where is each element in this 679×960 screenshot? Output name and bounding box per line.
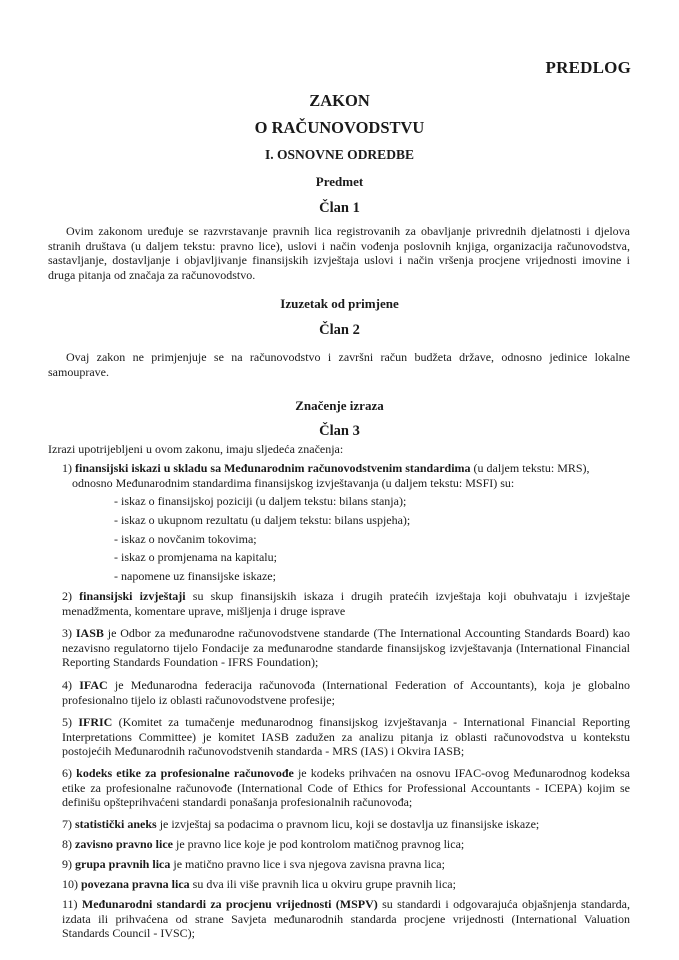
item-number: 5) [62,715,72,729]
draft-stamp: PREDLOG [545,58,631,77]
section-heading: Predmet [315,174,364,189]
defined-term: finansijski iskazi u skladu sa Međunarodnim računovodstvenim standardima [75,461,471,475]
item-text: je Odbor za međunarodne računovodstvene standarde (The International Accounting Standards Board) kao nezavisno regulatorno tijelo Fondacije za međunarodne standarde finansijskog izvještavanja (International Financial Reporting Standards Foundation - IFRS Foundation); [62,626,630,669]
law-subject: O RAČUNOVODSTVU [254,118,425,137]
item-number: 2) [62,589,72,603]
item-number: 6) [62,766,72,780]
definition-item [62,626,630,670]
item-text: je Međunarodna federacija računovođa (International Federation of Accountants), koja je globalno profesionalno tijelo iz oblasti računovodstvene profesije; [62,678,630,707]
item-text: (Komitet za tumačenje međunarodnog finansijskog izvještavanja - International Financial Reporting Interpretations Committee) je komitet IASB zadužen za analizu pitanja iz oblasti računovodstva u kontekstu postojećih Međunarodnih računovodstvenih standarda - MRS (IAS) i Okvira IASB; [62,715,631,758]
defined-term: Međunarodni standardi za procjenu vrijednosti (MSPV) [81,897,378,911]
defined-term: kodeks etike za profesionalne računovođe [76,766,294,780]
defined-term: zavisno pravno lice [75,837,173,851]
item-continuation: odnosno Međunarodnim standardima finansijskog izvještavanja (u daljem tekstu: MSFI) su: [72,475,515,490]
chapter-heading: I. OSNOVNE ODREDBE [265,147,414,162]
item-text: su standardi i odgovarajuća objašnjenja standarda, izdata ili prihvaćena od strane Savjeta međunarodnih standarda procjene vrijednosti (International Valuation Standards Council - IVSC); [62,897,630,940]
item-number: 4) [62,678,72,692]
item-text: su skup finansijskih iskaza i drugih pratećih izvještaja koji obuhvataju i izvještaje menadžmenta, komentare uprave, mišljenja i druge isprave [62,589,630,618]
item-text: je kodeks prihvaćen na osnovu IFAC-ovog Međunarodnog kodeksa etike za profesionalne računovođe (International Code of Ethics for Professional Accountants - ICEPA) kojim se definišu opšteprihvaćeni standardi ponašanja profesionalnih računovođa; [62,766,630,809]
sub-item: - iskaz o promjenama na kapitalu; [114,550,277,564]
sub-item: - iskaz o novčanim tokovima; [114,532,257,546]
article-intro: Izrazi upotrijebljeni u ovom zakonu, imaju sljedeća značenja: [48,442,344,456]
definition-item [62,461,630,490]
article-heading: Član 3 [319,423,360,439]
section-heading: Izuzetak od primjene [280,296,399,311]
item-number: 9) [62,857,72,871]
law-title: ZAKON [309,91,370,110]
item-text: su dva ili više pravnih lica u okviru grupe pravnih lica; [189,877,456,891]
definition-item [62,715,630,759]
defined-term: statistički aneks [75,817,157,831]
item-number: 11) [62,897,78,911]
item-number: 7) [62,817,72,831]
item-text: je matično pravno lice i sva njegova zavisna pravna lica; [170,857,445,871]
definition-item [62,837,630,852]
article-body: Ovim zakonom uređuje se razvrstavanje pravnih lica registrovanih za obavljanje privrednih djelatnosti i djelova stranih društava (u daljem tekstu: pravno lice), uslovi i način vođenja poslovnih knjiga, organizacija računovodstva, sastavljanje, dostavljanje i objavljivanje finansijskih izvještaja uslovi i način vršenja procjene vrijednosti imovine i druga pitanja od značaja za računovodstvo. [48,224,630,282]
definition-item [62,877,630,892]
defined-term: IASB [75,626,104,640]
item-number: 10) [62,877,78,891]
item-number: 3) [62,626,72,640]
definition-item [62,678,630,707]
defined-term: povezana pravna lica [81,877,190,891]
article-heading: Član 1 [319,200,360,216]
article-heading: Član 2 [319,322,360,338]
definition-item [62,817,630,832]
sub-item: - iskaz o ukupnom rezultatu (u daljem tekstu: bilans uspjeha); [114,513,411,527]
definition-item [62,857,630,872]
sub-item: - iskaz o finansijskoj poziciji (u daljem tekstu: bilans stanja); [114,494,407,508]
sub-item: - napomene uz finansijske iskaze; [114,569,276,583]
definition-item [62,897,630,941]
definition-item [62,589,630,618]
defined-term: finansijski izvještaji [79,589,186,603]
defined-term: IFRIC [78,715,113,729]
item-number: 8) [62,837,72,851]
defined-term: grupa pravnih lica [75,857,171,871]
item-text: je izvještaj sa podacima o pravnom licu, koji se dostavlja uz finansijske iskaze; [156,817,540,831]
item-text: (u daljem tekstu: MRS), [470,461,590,475]
article-body: Ovaj zakon ne primjenjuje se na računovodstvo i završni račun budžeta države, odnosno jedinice lokalne samouprave. [48,350,630,379]
section-heading: Značenje izraza [295,398,384,413]
definition-item [62,766,630,810]
item-number: 1) [62,461,72,475]
defined-term: IFAC [79,678,108,692]
item-text: je pravno lice koje je pod kontrolom matičnog pravnog lica; [173,837,465,851]
